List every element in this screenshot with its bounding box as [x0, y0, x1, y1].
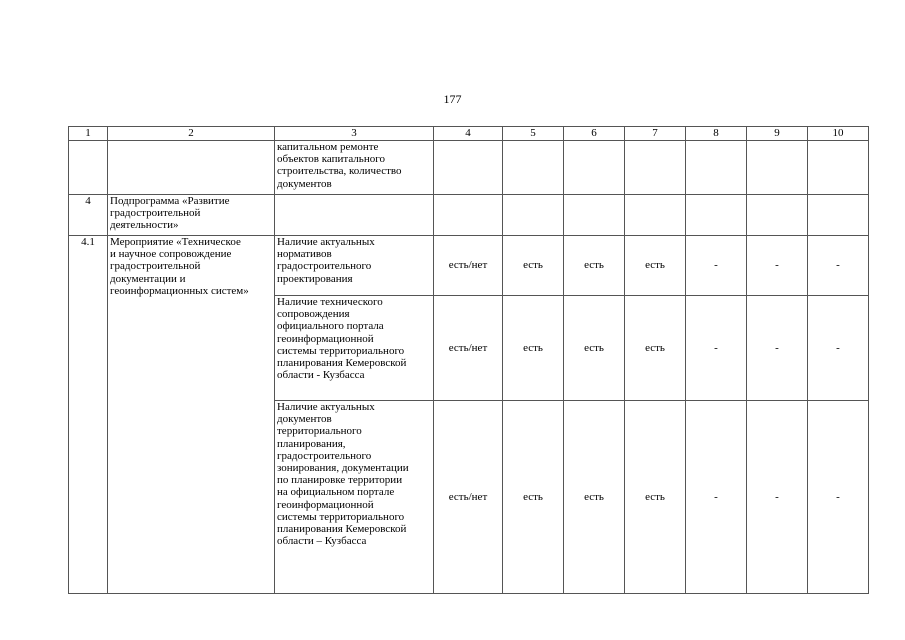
cell: [564, 195, 625, 236]
column-header: 2: [108, 127, 275, 141]
cell: [564, 141, 625, 195]
cell: [434, 141, 503, 195]
cell: есть/нет: [434, 236, 503, 296]
cell: [808, 195, 869, 236]
column-header: 10: [808, 127, 869, 141]
table-row: [69, 141, 869, 195]
cell: [625, 141, 686, 195]
cell: -: [686, 296, 747, 401]
cell: -: [747, 296, 808, 401]
row-indicator: капитальном ремонте объектов капитального строительства, количество документов: [275, 141, 434, 195]
cell: [686, 141, 747, 195]
cell: -: [808, 296, 869, 401]
cell: [503, 195, 564, 236]
row-indicator: Наличие актуальных нормативов градостроительного проектирования: [275, 236, 434, 296]
column-header: 6: [564, 127, 625, 141]
cell: есть: [564, 236, 625, 296]
cell: есть/нет: [434, 296, 503, 401]
cell: [625, 195, 686, 236]
row-number: 4: [69, 195, 108, 236]
cell: -: [747, 401, 808, 594]
cell: [686, 195, 747, 236]
cell: -: [686, 236, 747, 296]
table-row: [69, 236, 869, 296]
cell: есть/нет: [434, 401, 503, 594]
row-name: Мероприятие «Техническое и научное сопровождение градостроительной документации и геоинформационных систем»: [108, 236, 275, 594]
cell: есть: [503, 236, 564, 296]
cell: есть: [564, 401, 625, 594]
cell: есть: [564, 296, 625, 401]
row-number: 4.1: [69, 236, 108, 594]
cell: есть: [625, 401, 686, 594]
row-indicator: Наличие технического сопровождения официального портала геоинформационной системы территориального планирования Кемеровской области - Кузбасса: [275, 296, 434, 401]
cell: есть: [503, 401, 564, 594]
column-header: 7: [625, 127, 686, 141]
column-header: 4: [434, 127, 503, 141]
page-number: 177: [443, 92, 462, 106]
cell: [747, 141, 808, 195]
cell: есть: [625, 236, 686, 296]
cell: есть: [625, 296, 686, 401]
cell: [434, 195, 503, 236]
column-header: 1: [69, 127, 108, 141]
cell: -: [808, 236, 869, 296]
cell: [808, 141, 869, 195]
cell: -: [808, 401, 869, 594]
column-header: 9: [747, 127, 808, 141]
row-number: [69, 141, 108, 195]
row-name: [108, 141, 275, 195]
row-indicator: [275, 195, 434, 236]
column-header: 5: [503, 127, 564, 141]
header-row: [69, 127, 869, 141]
cell: есть: [503, 296, 564, 401]
cell: [503, 141, 564, 195]
cell: -: [747, 236, 808, 296]
indicators-table: [68, 126, 869, 594]
cell: [747, 195, 808, 236]
column-header: 8: [686, 127, 747, 141]
row-name: Подпрограмма «Развитие градостроительной деятельности»: [108, 195, 275, 236]
row-indicator: Наличие актуальных документов территориального планирования, градостроительного зонирования, документации по планировке территории на официальном портале геоинформационной системы территориального планирования Кемеровской области – Кузбасса: [275, 401, 434, 594]
cell: -: [686, 401, 747, 594]
table-row: [69, 195, 869, 236]
column-header: 3: [275, 127, 434, 141]
